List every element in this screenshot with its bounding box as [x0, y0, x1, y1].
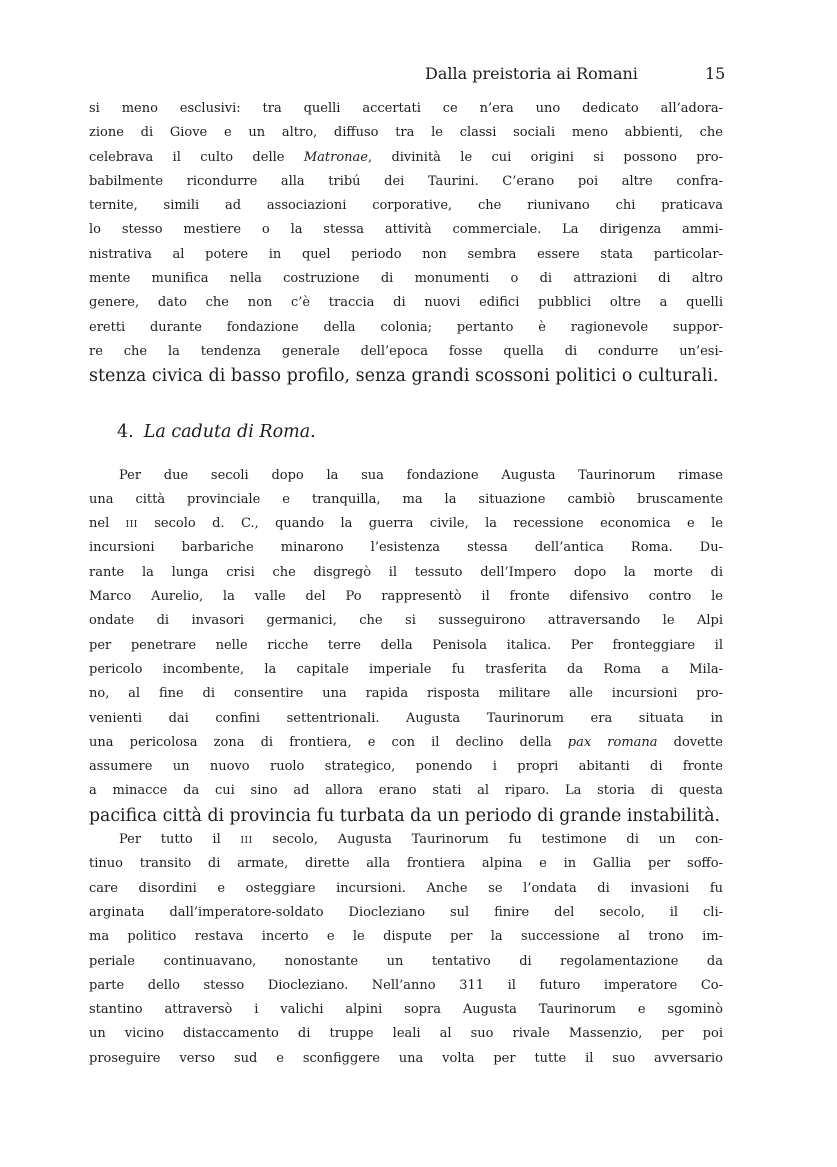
text-line: una città provinciale e tranquilla, ma la situazione cambiò bruscamente: [89, 491, 723, 507]
paragraph-2: [89, 464, 723, 828]
paragraph-3: [89, 828, 723, 1071]
body-text: [89, 97, 723, 1071]
text-line: venienti dai confini settentrionali. Augusta Taurinorum era situata in: [89, 710, 723, 726]
text-line: un vicino distaccamento di truppe leali al suo rivale Massenzio, per poi: [89, 1026, 723, 1042]
text-line: mente munifica nella costruzione di monumenti o di attrazioni di altro: [89, 271, 723, 287]
text-line: rante la lunga crisi che disgregò il tessuto dell’Impero dopo la morte di: [89, 564, 723, 580]
text-line: a minacce da cui sino ad allora erano stati al riparo. La storia di questa: [89, 783, 723, 799]
text-line: per penetrare nelle ricche terre della Penisola italica. Per fronteggiare il: [89, 637, 723, 653]
text-line: periale continuavano, nonostante un tentativo di regolamentazione da: [89, 953, 723, 969]
text-line: proseguire verso sud e sconfiggere una volta per tutte il suo avversario: [89, 1050, 723, 1066]
text-line: Per due secoli dopo la sua fondazione Augusta Taurinorum rimase: [119, 467, 723, 483]
text-line: stenza civica di basso profilo, senza grandi scossoni politici o culturali.: [89, 366, 719, 387]
text-line: zione di Giove e un altro, diffuso tra le classi sociali meno abbienti, che: [89, 125, 723, 141]
text-line: pacifica città di provincia fu turbata da un periodo di grande instabilità.: [89, 805, 720, 826]
text-line: re che la tendenza generale dell’epoca fosse quella di condurre un’esi-: [89, 343, 723, 359]
page-number: 15: [705, 64, 726, 83]
text-line: ma politico restava incerto e le dispute per la successione al trono im-: [89, 929, 723, 945]
text-line: assumere un nuovo ruolo strategico, ponendo i propri abitanti di fronte: [89, 759, 723, 775]
italic-term: pax romana: [567, 734, 658, 750]
text-line: babilmente ricondurre alla tribú dei Taurini. C’erano poi altre confra-: [89, 173, 723, 189]
section-title: La caduta di Roma.: [143, 421, 316, 442]
text-line: nel iii secolo d. C., quando la guerra civile, la recessione economica e le: [89, 516, 723, 532]
text-line: genere, dato che non c’è traccia di nuovi edifici pubblici oltre a quelli: [89, 295, 723, 311]
text-line: tinuo transito di armate, dirette alla frontiera alpina e in Gallia per soffo-: [89, 856, 723, 872]
text-line: celebrava il culto delle Matronae, divinità le cui origini si possono pro-: [89, 149, 723, 165]
text-line: lo stesso mestiere o la stessa attività commerciale. La dirigenza ammi-: [89, 222, 723, 238]
paragraph-1: [89, 97, 723, 389]
text-line: si meno esclusivi: tra quelli accertati ce n’era uno dedicato all’adora-: [89, 101, 723, 116]
roman-numeral: iii: [125, 516, 138, 532]
text-line: una pericolosa zona di frontiera, e con il declino della pax romana dovette: [89, 734, 723, 750]
text-line: nistrativa al potere in quel periodo non sembra essere stata particolar-: [89, 246, 723, 262]
section-heading: [89, 418, 723, 446]
section-number: 4.: [117, 421, 134, 442]
text-line: Per tutto il iii secolo, Augusta Taurinorum fu testimone di un con-: [119, 832, 723, 848]
text-line: ondate di invasori germanici, che si susseguirono attraversando le Alpi: [89, 613, 723, 629]
text-line: Marco Aurelio, la valle del Po rappresentò il fronte difensivo contro le: [89, 589, 723, 605]
text-line: arginata dall’imperatore-soldato Diocleziano sul finire del secolo, il cli-: [89, 904, 723, 920]
text-line: stantino attraversò i valichi alpini sopra Augusta Taurinorum e sgominò: [89, 1002, 723, 1018]
italic-term: Matronae: [303, 149, 368, 165]
text-line: pericolo incombente, la capitale imperiale fu trasferita da Roma a Mila-: [89, 661, 723, 677]
text-line: no, al fine di consentire una rapida risposta militare alle incursioni pro-: [89, 686, 723, 702]
text-line: parte dello stesso Diocleziano. Nell’anno 311 il futuro imperatore Co-: [89, 977, 723, 993]
running-title: Dalla preistoria ai Romani: [425, 64, 638, 83]
text-line: eretti durante fondazione della colonia; pertanto è ragionevole suppor-: [89, 319, 723, 335]
text-line: incursioni barbariche minarono l’esistenza stessa dell’antica Roma. Du-: [89, 540, 723, 556]
text-line: care disordini e osteggiare incursioni. Anche se l’ondata di invasioni fu: [89, 880, 723, 896]
text-line: ternite, simili ad associazioni corporative, che riunivano chi praticava: [89, 198, 723, 214]
roman-numeral: iii: [240, 832, 253, 848]
